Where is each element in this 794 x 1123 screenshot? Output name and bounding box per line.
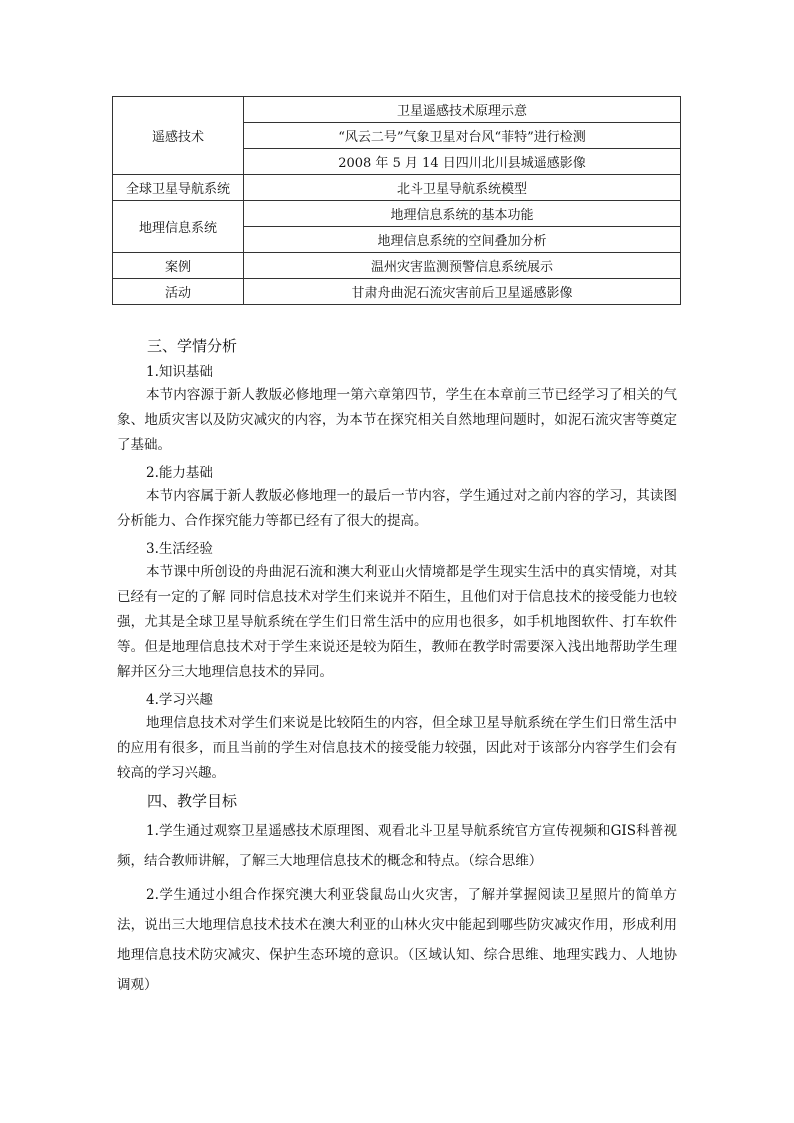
paragraph-knowledge-base: 本节内容源于新人教版必修地理一第六章第四节，学生在本章前三节已经学习了相关的气象、地质灾害以及防灾减灾的内容，为本节在探究相关自然地理问题时，如泥石流灾害等奠定了基础。 (117, 387, 677, 453)
subheading-learning-interest: 4.学习兴趣 (146, 692, 213, 708)
table-row (113, 201, 681, 227)
table-item-cell: 温州灾害监测预警信息系统展示 (244, 253, 681, 279)
body-text (117, 333, 677, 1004)
table-row (113, 97, 681, 123)
subheading-life-experience: 3.生活经验 (146, 541, 213, 557)
table-item-cell: 甘肃舟曲泥石流灾害前后卫星遥感影像 (244, 279, 681, 305)
table-category-cell: 全球卫星导航系统 (113, 175, 244, 201)
section-heading-learner-analysis: 三、学情分析 (147, 337, 238, 355)
paragraph-life-experience: 本节课中所创设的舟曲泥石流和澳大利亚山火情境都是学生现实生活中的真实情境，对其已经有一定的了解 同时信息技术对学生们来说并不陌生，且他们对于信息技术的接受能力也较强，尤其是全球卫星导航系统在学生们日常生活中的应用也很多，如手机地图软件、打车软件等。但是地理信息技术对于学生来说还是较为陌生，教师在教学时需要深入浅出地帮助学生理解并区分三大地理信息技术的异同。 (117, 564, 677, 680)
paragraph-learning-interest: 地理信息技术对学生们来说是比较陌生的内容，但全球卫星导航系统在学生们日常生活中的应用有很多，而且当前的学生对信息技术的接受能力较强，因此对于该部分内容学生们会有较高的学习兴趣。 (117, 715, 677, 781)
table-item-cell: 地理信息系统的空间叠加分析 (244, 227, 681, 253)
table-row (113, 175, 681, 201)
table-item-cell: 2008 年 5 月 14 日四川北川县城遥感影像 (244, 149, 681, 175)
table-category-cell: 活动 (113, 279, 244, 305)
paragraph-goal-1: 1.学生通过观察卫星遥感技术原理图、观看北斗卫星导航系统官方宣传视频和GIS科普视频，结合教师讲解，了解三大地理信息技术的概念和特点。（综合思维） (117, 823, 677, 869)
subheading-ability-base: 2.能力基础 (146, 465, 213, 481)
table-item-cell: “风云二号”气象卫星对台风“菲特”进行检测 (244, 123, 681, 149)
table-category-cell: 地理信息系统 (113, 201, 244, 253)
resource-table (112, 96, 681, 305)
section-heading-teaching-goals: 四、教学目标 (147, 792, 238, 810)
table-item-cell: 地理信息系统的基本功能 (244, 201, 681, 227)
table-category-cell: 遥感技术 (113, 97, 244, 175)
subheading-knowledge-base: 1.知识基础 (146, 364, 213, 380)
table-item-cell: 北斗卫星导航系统模型 (244, 175, 681, 201)
paragraph-ability-base: 本节内容属于新人教版必修地理一的最后一节内容，学生通过对之前内容的学习，其读图分析能力、合作探究能力等都已经有了很大的提高。 (117, 488, 677, 529)
table-item-cell: 卫星遥感技术原理示意 (244, 97, 681, 123)
paragraph-goal-2: 2.学生通过小组合作探究澳大利亚袋鼠岛山火灾害，了解并掌握阅读卫星照片的简单方法，说出三大地理信息技术技术在澳大利亚的山林火灾中能起到哪些防灾减灾作用，形成利用地理信息技术防灾减灾、保护生态环境的意识。（区域认知、综合思维、地理实践力、人地协调观） (117, 887, 677, 993)
table-category-cell: 案例 (113, 253, 244, 279)
table-row (113, 253, 681, 279)
table-row (113, 279, 681, 305)
